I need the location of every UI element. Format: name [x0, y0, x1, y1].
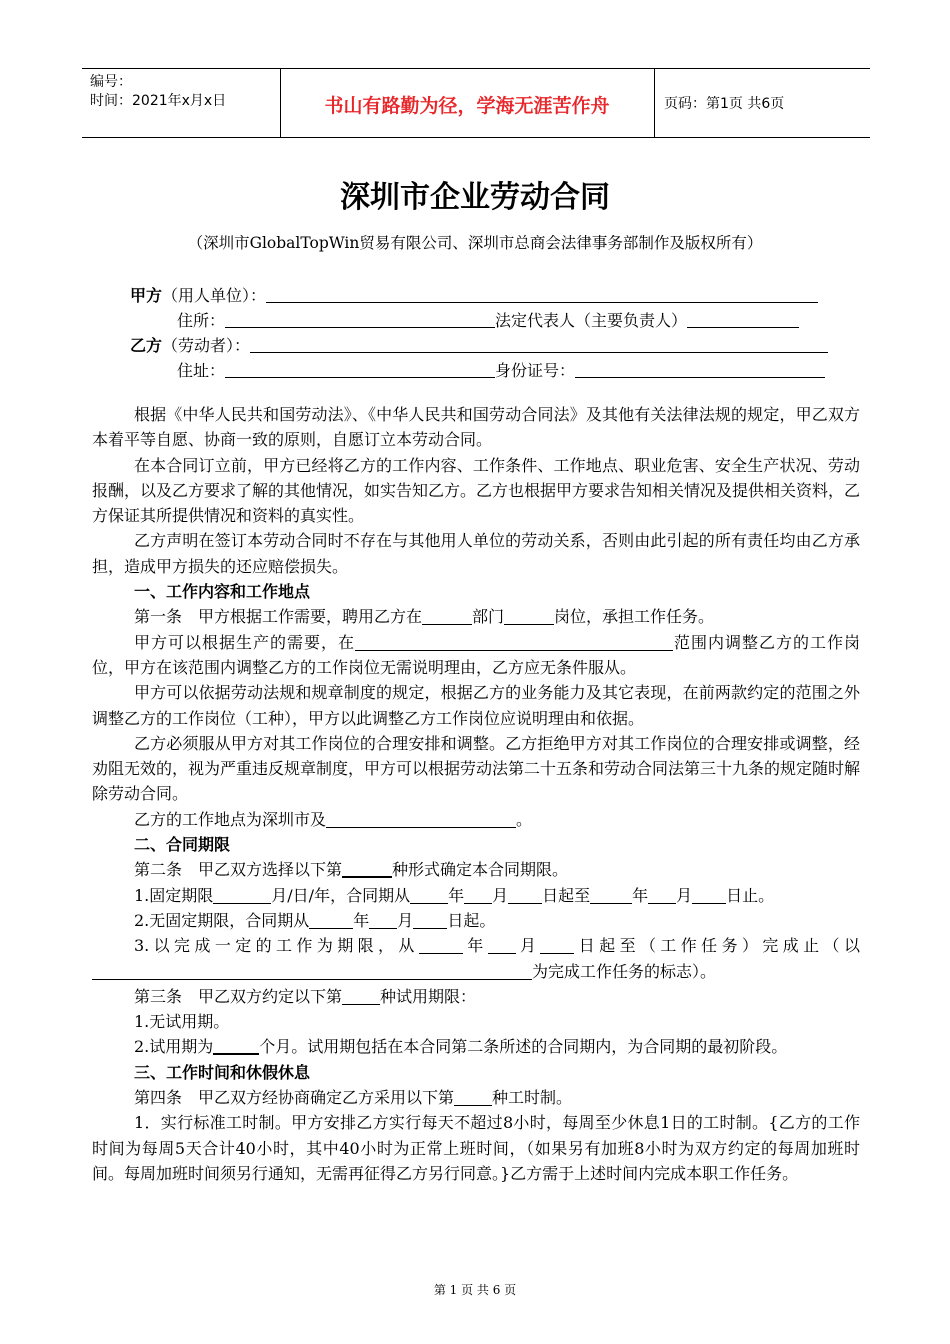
fill-blank[interactable]	[692, 887, 726, 904]
party-yi-id-label: 身份证号：	[495, 361, 576, 380]
option-text: 2.试用期为	[134, 1037, 214, 1057]
fill-blank[interactable]	[504, 608, 554, 625]
fill-blank[interactable]	[342, 988, 380, 1005]
fill-blank[interactable]	[464, 887, 492, 904]
fill-blank[interactable]	[342, 860, 392, 878]
paragraph	[92, 807, 860, 832]
option-no-probation: 1.无试用期。	[134, 1012, 230, 1032]
option-text: 个月。试用期包括在本合同第二条所述的合同期内，为合同期的最初阶段。	[259, 1037, 788, 1057]
page-subtitle: （深圳市GlobalTopWin贸易有限公司、深圳市总商会法律事务部制作及版权所有）	[187, 234, 763, 252]
fill-blank[interactable]	[266, 287, 818, 303]
fill-blank[interactable]	[213, 887, 271, 904]
option-standard-hours: 1．实行标准工时制。甲方安排乙方实行每天不超过8小时，每周至少休息1日的工时制。{乙方的工作时间为每周5天合计40小时，其中40小时为正常上班时间，（如果另有加班8小时为双方约定的每周加班时间。每周加班时间须另行通知，无需再征得乙方另行同意。}乙方需于上述时间内完成本职工作任务。	[92, 1113, 860, 1183]
fill-blank[interactable]	[648, 887, 676, 904]
section-heading: 二、合同期限	[134, 835, 231, 855]
article-4	[92, 1085, 860, 1110]
option-text: 3.以完成一定的工作为期限，从	[134, 936, 419, 956]
article-2	[92, 857, 860, 882]
fill-blank[interactable]	[687, 312, 799, 328]
doc-number-label: 编号：	[90, 74, 132, 90]
paragraph	[92, 630, 860, 681]
section-heading: 一、工作内容和工作地点	[134, 582, 311, 602]
fill-blank[interactable]	[590, 887, 632, 904]
page-footer: 第 1 页 共 6 页	[433, 1283, 517, 1297]
option-text: 月	[676, 885, 693, 905]
article-label: 第一条	[134, 607, 183, 627]
section-heading: 三、工作时间和休假休息	[134, 1062, 311, 1082]
party-jia-label: 甲方	[130, 286, 163, 305]
option-text: 1.固定期限	[134, 885, 214, 905]
article-3	[92, 984, 860, 1009]
page-header	[82, 68, 870, 138]
fill-blank[interactable]	[488, 937, 516, 954]
option-probation	[92, 1034, 860, 1059]
party-yi-row	[130, 333, 828, 356]
party-yi-address-row	[177, 358, 825, 381]
article-text: 种试用期限：	[380, 986, 477, 1006]
article-label: 第四条	[134, 1088, 183, 1108]
fill-blank[interactable]	[508, 887, 542, 904]
fill-blank[interactable]	[369, 912, 397, 929]
option-text: 日起。	[447, 910, 496, 930]
option-text: 日起至（工作任务）完成止（以	[574, 936, 860, 956]
article-text: 种工时制。	[492, 1088, 573, 1108]
doc-time-label: 时间：2021年x月x日	[90, 93, 227, 109]
option-text: 日起至	[542, 885, 591, 905]
article-text: 岗位，承担工作任务。	[554, 607, 715, 627]
article-text: 种形式确定本合同期限。	[392, 860, 569, 880]
header-divider	[654, 69, 655, 137]
option-text: 2.无固定期限，合同期从	[134, 910, 310, 930]
header-meta	[90, 73, 226, 111]
article-1	[92, 604, 860, 629]
article-text: 甲乙双方约定以下第	[182, 986, 343, 1006]
fill-blank[interactable]	[309, 912, 353, 929]
paragraph-text: 。	[516, 809, 533, 829]
option-fixed-term	[92, 883, 860, 908]
article-label: 第三条	[134, 986, 183, 1006]
option-task-term	[92, 933, 860, 984]
fill-blank[interactable]	[250, 337, 828, 353]
option-text: 日止。	[726, 885, 775, 905]
fill-blank[interactable]	[413, 912, 447, 929]
article-label: 第二条	[134, 860, 183, 880]
party-jia-hint: （用人单位）：	[162, 286, 267, 305]
fill-blank[interactable]	[326, 811, 516, 828]
fill-blank[interactable]	[422, 608, 472, 625]
article-text: 甲方根据工作需要，聘用乙方在	[182, 607, 423, 627]
fill-blank[interactable]	[454, 1089, 492, 1106]
page-title: 深圳市企业劳动合同	[340, 180, 610, 215]
fill-blank[interactable]	[540, 937, 574, 954]
fill-blank[interactable]	[225, 312, 495, 328]
paragraph-text: 乙方的工作地点为深圳市及	[134, 809, 327, 829]
option-open-term	[92, 908, 860, 933]
party-yi-label: 乙方	[130, 336, 163, 355]
option-text: 月	[515, 936, 541, 956]
article-text: 部门	[472, 607, 505, 627]
option-text: 为完成工作任务的标志）。	[532, 961, 717, 981]
option-text: 月	[397, 910, 414, 930]
party-jia-address-label: 住所：	[177, 311, 226, 330]
article-text: 甲乙双方经协商确定乙方采用以下第	[182, 1088, 455, 1108]
paragraph: 根据《中华人民共和国劳动法》、《中华人民共和国劳动合同法》及其他有关法律法规的规定，甲乙双方本着平等自愿、协商一致的原则，自愿订立本劳动合同。	[92, 405, 860, 450]
fill-blank[interactable]	[355, 634, 673, 651]
fill-blank[interactable]	[213, 1037, 259, 1055]
fill-blank[interactable]	[410, 887, 448, 904]
header-page-info: 页码：第1页 共6页	[664, 96, 785, 112]
header-motto: 书山有路勤为径，学海无涯苦作舟	[324, 95, 610, 117]
party-yi-address-label: 住址：	[177, 361, 226, 380]
paragraph-text: 范围内调整乙方的工作岗位，甲方在该范围内调整乙方的工作岗位无需说明理由，乙方应无条件服从。	[92, 632, 860, 677]
fill-blank[interactable]	[575, 362, 825, 378]
fill-blank[interactable]	[92, 963, 532, 980]
party-jia-address-row	[177, 308, 799, 331]
option-text: 年	[632, 885, 649, 905]
contract-body	[92, 402, 860, 1186]
article-text: 甲乙双方选择以下第	[182, 860, 343, 880]
option-text: 年	[353, 910, 370, 930]
party-jia-row	[130, 283, 818, 306]
paragraph: 乙方必须服从甲方对其工作岗位的合理安排和调整。乙方拒绝甲方对其工作岗位的合理安排或调整，经劝阻无效的，视为严重违反规章制度，甲方可以根据劳动法第二十五条和劳动合同法第三十九条的规定随时解除劳动合同。	[92, 733, 861, 804]
option-text: 月	[492, 885, 509, 905]
paragraph: 在本合同订立前，甲方已经将乙方的工作内容、工作条件、工作地点、职业危害、安全生产状况、劳动报酬，以及乙方要求了解的其他情况，如实告知乙方。乙方也根据甲方要求告知相关情况及提供相关资料，乙方保证其所提供情况和资料的真实性。	[92, 455, 861, 526]
option-text: 月/日/年，合同期从	[271, 885, 411, 905]
paragraph-text: 甲方可以根据生产的需要，在	[134, 632, 355, 652]
option-text: 年	[462, 936, 488, 956]
party-yi-hint: （劳动者）：	[162, 336, 251, 355]
fill-blank[interactable]	[225, 362, 495, 378]
party-jia-rep-label: 法定代表人（主要负责人）	[495, 311, 688, 330]
fill-blank[interactable]	[419, 937, 463, 954]
option-text: 年	[448, 885, 465, 905]
paragraph: 甲方可以依据劳动法规和规章制度的规定，根据乙方的业务能力及其它表现，在前两款约定的范围之外调整乙方的工作岗位（工种），甲方以此调整乙方工作岗位应说明理由和依据。	[92, 683, 860, 728]
paragraph: 乙方声明在签订本劳动合同时不存在与其他用人单位的劳动关系，否则由此引起的所有责任均由乙方承担，造成甲方损失的还应赔偿损失。	[92, 531, 860, 576]
